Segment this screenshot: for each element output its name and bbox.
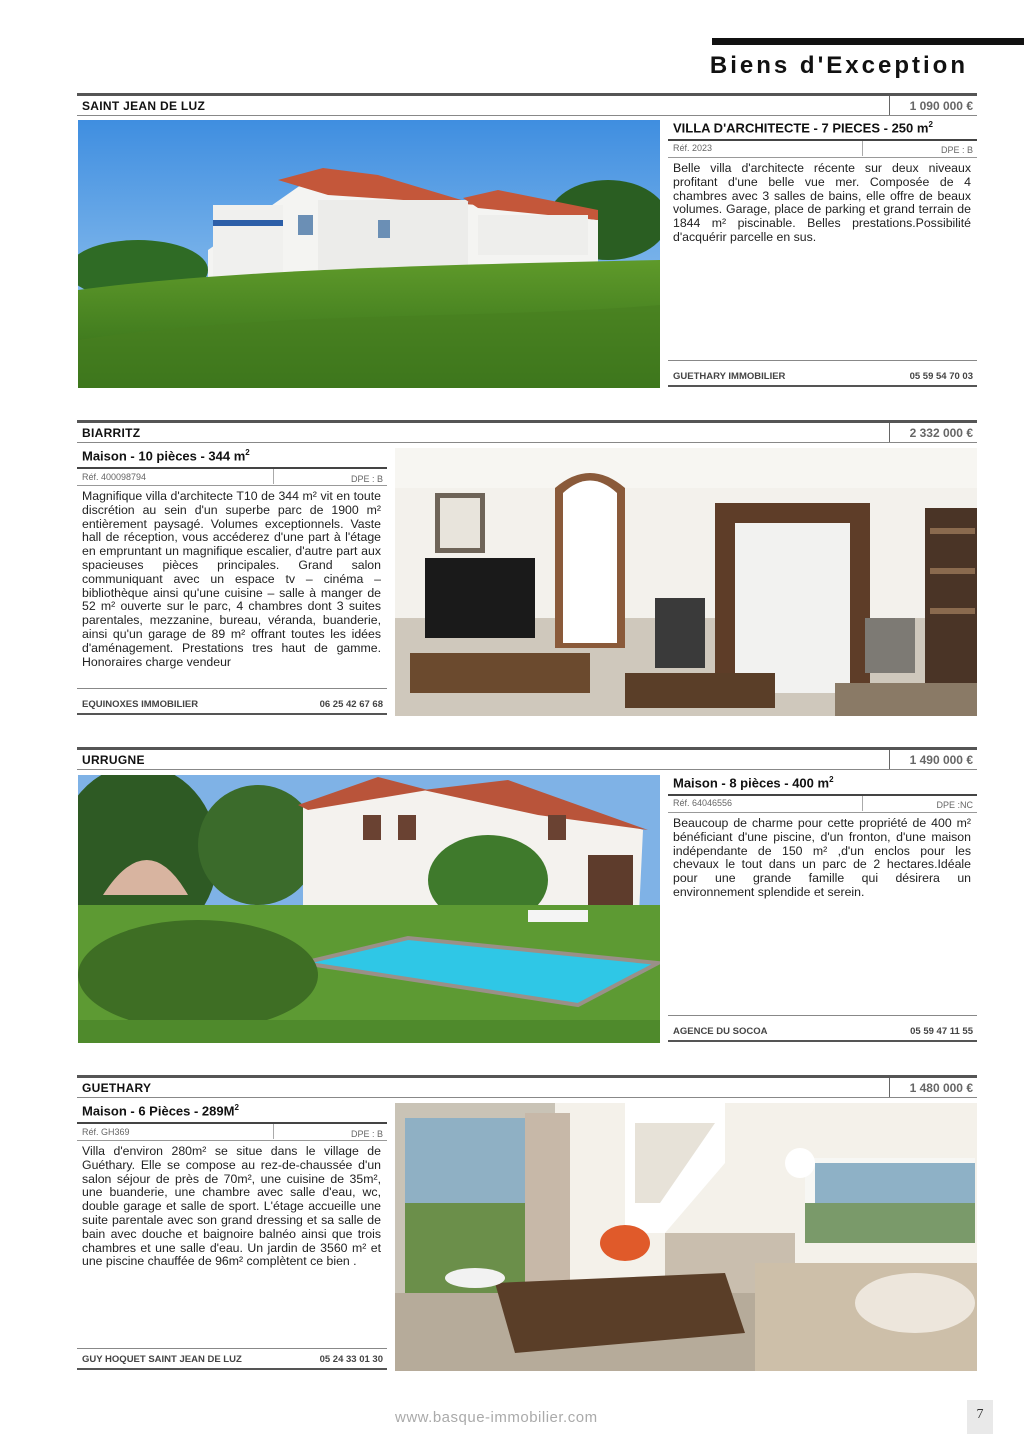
- listing-sub-rule: [77, 769, 977, 770]
- footer-rule: [668, 1015, 977, 1016]
- header-bar: [712, 38, 1024, 45]
- listing-agency: GUETHARY IMMOBILIER: [673, 371, 786, 382]
- listing-photo-villa: [78, 120, 660, 388]
- page-title: Biens d'Exception: [709, 52, 968, 79]
- listing-description: Belle villa d'architecte récente sur deux niveaux profitant d'une belle vue mer. Composée de 4 chambres avec 3 salles de bains, elle offre de beaux volumes. Garage, place de parking et grand terrain de 1844 m² piscinable. Belles prestations.Possibilité d'acquérir parcelle en sus.: [673, 161, 971, 244]
- listing-photo-salon: [395, 448, 977, 716]
- ref-rule: [77, 1140, 387, 1141]
- ref-separator: [862, 796, 863, 811]
- ref-rule: [668, 157, 977, 158]
- listing-photo-living: [395, 1103, 977, 1371]
- listing-phone: 05 24 33 01 30: [319, 1354, 383, 1365]
- footer-rule: [77, 1348, 387, 1349]
- ref-separator: [273, 1124, 274, 1139]
- ref-separator: [273, 469, 274, 484]
- price-separator: [889, 423, 890, 442]
- page-number-box: [967, 1400, 993, 1434]
- price-separator: [889, 96, 890, 115]
- listing-ref: Réf. GH369: [82, 1127, 130, 1137]
- listing-title: Maison - 8 pièces - 400 $m^2$: [673, 775, 834, 791]
- listing-sub-rule: [77, 115, 977, 116]
- footer-bottom-rule: [668, 1040, 977, 1042]
- listing-info: [77, 448, 387, 716]
- listing-agency: EQUINOXES IMMOBILIER: [82, 699, 199, 710]
- listing-biarritz: [77, 420, 977, 720]
- listing-phone: 05 59 54 70 03: [909, 371, 973, 382]
- listing-dpe: DPE : B: [350, 474, 383, 484]
- listing-phone: 06 25 42 67 68: [319, 699, 383, 710]
- listing-description: Beaucoup de charme pour cette propriété de 400 m² bénéficiant d'une piscine, d'un fronton, d'une maison indépendante de 150 m² ,d'un enclos pour les chevaux le tout dans un parc de 2 hectares.Idéale pour une grande famille qui désirera un environnement splendide et serein.: [673, 816, 971, 899]
- footer-bottom-rule: [77, 713, 387, 715]
- listing-photo-pool: [78, 775, 660, 1043]
- listing-price: 2 332 000 €: [909, 426, 973, 440]
- listing-price: 1 480 000 €: [909, 1081, 973, 1095]
- ref-separator: [862, 141, 863, 156]
- title-rule: [668, 139, 977, 141]
- footer-rule: [77, 688, 387, 689]
- site-url: www.basque-immobilier.com: [395, 1409, 598, 1426]
- listing-dpe: DPE :NC: [936, 800, 973, 810]
- listing-ref: Réf. 400098794: [82, 472, 147, 482]
- listing-agency: AGENCE DU SOCOA: [673, 1026, 768, 1037]
- listing-urrugne: [77, 747, 977, 1047]
- listing-saint-jean-de-luz: [77, 93, 977, 393]
- page-number: 7: [976, 1407, 984, 1422]
- listing-agency: GUY HOQUET SAINT JEAN DE LUZ: [82, 1354, 242, 1365]
- listing-ref: Réf. 2023: [673, 143, 713, 153]
- title-rule: [77, 1122, 387, 1124]
- listing-sub-rule: [77, 1097, 977, 1098]
- listing-dpe: DPE : B: [350, 1129, 383, 1139]
- title-rule: [668, 794, 977, 796]
- listing-ref: Réf. 64046556: [673, 798, 733, 808]
- listing-phone: 05 59 47 11 55: [910, 1026, 973, 1037]
- listing-top-rule: [77, 1075, 977, 1078]
- price-separator: [889, 1078, 890, 1097]
- listing-sub-rule: [77, 442, 977, 443]
- listing-price: 1 490 000 €: [909, 753, 973, 767]
- listing-info: [668, 120, 977, 388]
- listing-top-rule: [77, 747, 977, 750]
- listing-city: BIARRITZ: [82, 426, 141, 440]
- listing-description: Villa d'environ 280m² se situe dans le village de Guéthary. Elle se compose au rez-de-chaussée d'un salon séjour de près de 70m², une cuisine de 35m², une buanderie, une chambre avec salle d'eau, wc, double garage et salle de sport. L'étage accueille une suite parentale avec son grand dressing et sa salle de bain avec douche et baignoire balnéo ainsi que trois chambres et une salle d'eau. Un jardin de 3560 m² et une piscine chauffée de 96m² complètent ce bien .: [82, 1144, 381, 1269]
- listing-city: URRUGNE: [82, 753, 145, 767]
- listing-title: Maison - 6 Pièces - $289M^2$: [82, 1103, 239, 1119]
- ref-rule: [77, 485, 387, 486]
- listing-guethary: [77, 1075, 977, 1375]
- listing-city: GUETHARY: [82, 1081, 152, 1095]
- ref-rule: [668, 812, 977, 813]
- footer-bottom-rule: [668, 385, 977, 387]
- listing-info: [77, 1103, 387, 1371]
- listing-title: VILLA D'ARCHITECTE - 7 PIECES - 250 $m^2$: [673, 120, 933, 136]
- footer-rule: [668, 360, 977, 361]
- footer-bottom-rule: [77, 1368, 387, 1370]
- listing-top-rule: [77, 420, 977, 423]
- listing-price: 1 090 000 €: [909, 99, 973, 113]
- listing-info: [668, 775, 977, 1043]
- title-rule: [77, 467, 387, 469]
- listing-dpe: DPE : B: [940, 145, 973, 155]
- listing-description: Magnifique villa d'architecte T10 de 344 m² vit en toute discrétion au sein d'un superbe parc de 1900 m² entièrement paysagé. Volumes exceptionnels. Vaste hall de réception, vous accéderez d'une part à l'étage en empruntant un magnifique escalier, d'autre part aux spacieuses pièces principales. Grand salon communiquant avec un espace tv – cinéma – bibliothèque ainsi qu'une cuisine – salle à manger de 52 m² ouverte sur le parc, 4 chambres dont 3 suites parentales, mezzanine, bureau, véranda, buanderie, ainsi qu'un garage de 89 m² offrant toutes les idées d'aménagement. Prestations tres haut de gamme. Honoraires charge vendeur: [82, 489, 381, 669]
- price-separator: [889, 750, 890, 769]
- listing-city: SAINT JEAN DE LUZ: [82, 99, 206, 113]
- listing-title: Maison - 10 pièces - 344 $m^2$: [82, 448, 250, 464]
- listing-top-rule: [77, 93, 977, 96]
